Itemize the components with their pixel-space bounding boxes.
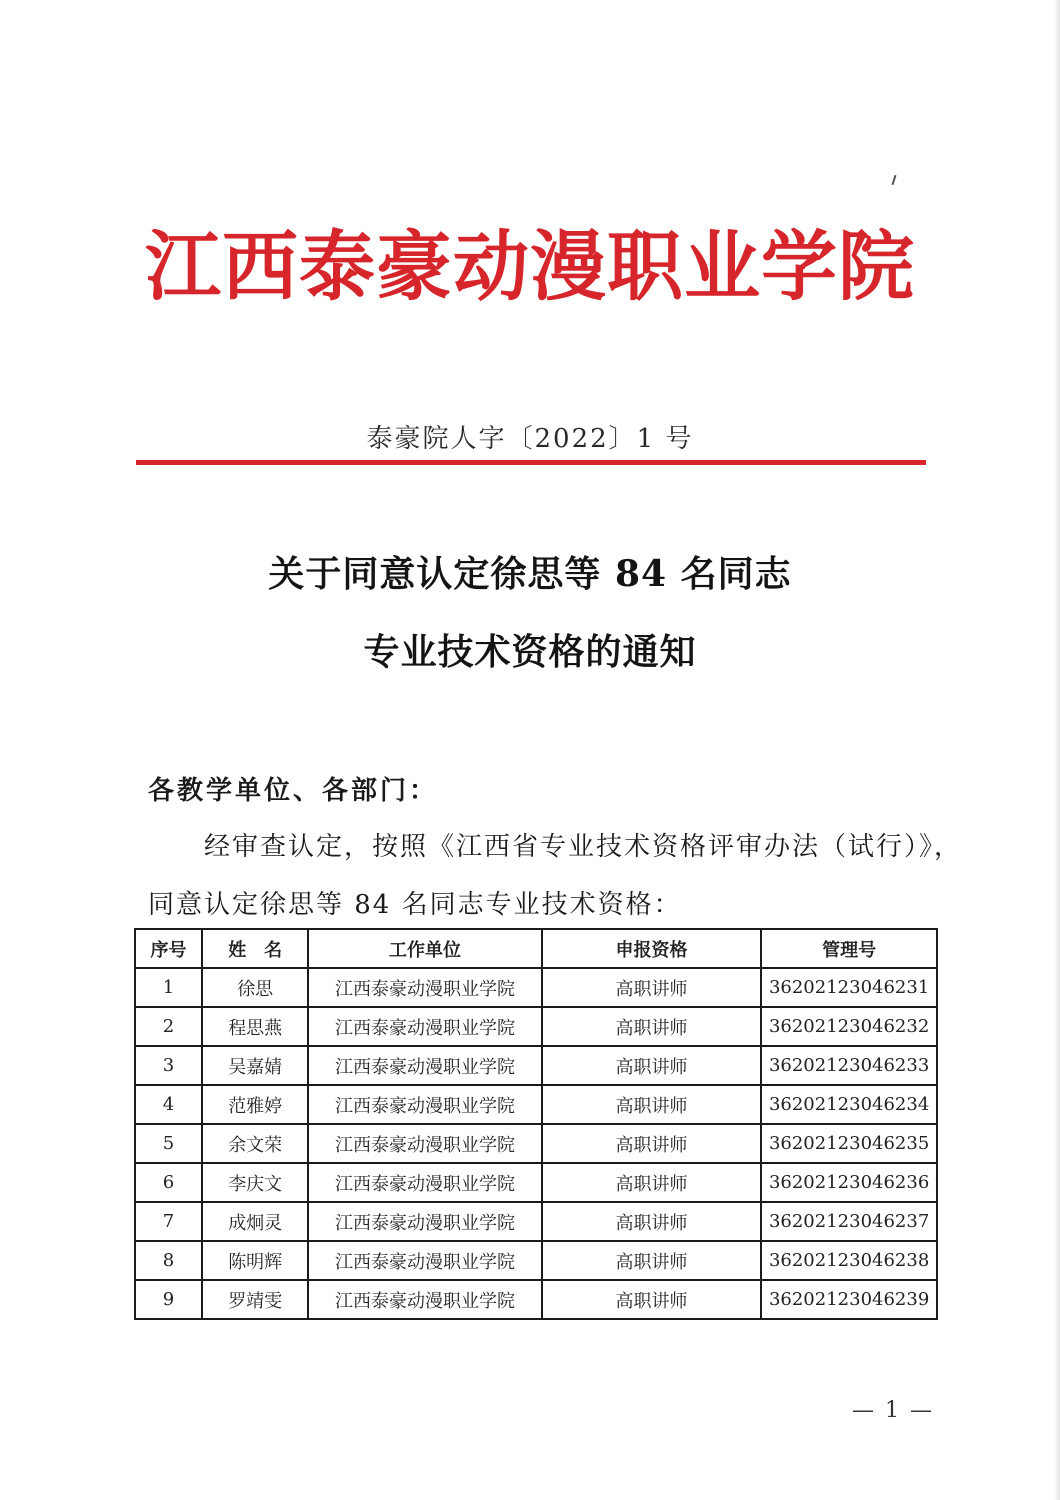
cell-unit: 江西泰豪动漫职业学院: [308, 1124, 541, 1163]
cell-unit: 江西泰豪动漫职业学院: [308, 968, 541, 1007]
cell-name: 范雅婷: [202, 1085, 308, 1124]
header-unit: 工作单位: [308, 929, 541, 968]
table-row: [135, 968, 937, 1007]
table-row: [135, 1202, 937, 1241]
cell-seq: 6: [135, 1163, 202, 1202]
notice-title-line-1: 关于同意认定徐思等 84 名同志: [268, 553, 792, 595]
header-seq: 序号: [135, 929, 202, 968]
cell-qualification: 高职讲师: [542, 1085, 762, 1124]
red-divider: [136, 460, 926, 465]
cell-management-id: 36202123046232: [761, 1007, 937, 1046]
cell-management-id: 36202123046235: [761, 1124, 937, 1163]
cell-unit: 江西泰豪动漫职业学院: [308, 1163, 541, 1202]
cell-management-id: 36202123046238: [761, 1241, 937, 1280]
salutation: 各教学单位、各部门：: [148, 776, 439, 806]
table-row: [135, 1085, 937, 1124]
notice-title-line-2: 专业技术资格的通知: [363, 631, 697, 673]
header-name: 姓 名: [202, 929, 308, 968]
table-row: [135, 1124, 937, 1163]
institution-header: 江西泰豪动漫职业学院: [145, 222, 915, 311]
cell-seq: 4: [135, 1085, 202, 1124]
cell-seq: 3: [135, 1046, 202, 1085]
body-paragraph-2: 同意认定徐思等 84 名同志专业技术资格：: [148, 890, 682, 920]
cell-management-id: 36202123046233: [761, 1046, 937, 1085]
cell-unit: 江西泰豪动漫职业学院: [308, 1241, 541, 1280]
table-header-row: [135, 929, 937, 968]
cell-name: 吴嘉婧: [202, 1046, 308, 1085]
cell-qualification: 高职讲师: [542, 1202, 762, 1241]
body-paragraph-1: 经审查认定，按照《江西省专业技术资格评审办法（试行）》，: [204, 832, 963, 862]
cell-name: 程思燕: [202, 1007, 308, 1046]
cell-name: 成炯灵: [202, 1202, 308, 1241]
cell-unit: 江西泰豪动漫职业学院: [308, 1046, 541, 1085]
header-management-id: 管理号: [761, 929, 937, 968]
cell-management-id: 36202123046234: [761, 1085, 937, 1124]
cell-qualification: 高职讲师: [542, 1046, 762, 1085]
cell-qualification: 高职讲师: [542, 1280, 762, 1319]
cell-qualification: 高职讲师: [542, 1241, 762, 1280]
table-row: [135, 1007, 937, 1046]
scan-speck: [892, 175, 897, 185]
cell-name: 陈明辉: [202, 1241, 308, 1280]
cell-seq: 2: [135, 1007, 202, 1046]
document-number: 泰豪院人字〔2022〕1 号: [366, 424, 694, 454]
qualification-table: [134, 928, 938, 1320]
cell-management-id: 36202123046239: [761, 1280, 937, 1319]
cell-name: 罗靖雯: [202, 1280, 308, 1319]
cell-management-id: 36202123046237: [761, 1202, 937, 1241]
table-row: [135, 1241, 937, 1280]
cell-unit: 江西泰豪动漫职业学院: [308, 1202, 541, 1241]
cell-seq: 8: [135, 1241, 202, 1280]
cell-management-id: 36202123046231: [761, 968, 937, 1007]
header-qualification: 申报资格: [542, 929, 762, 968]
cell-name: 徐思: [202, 968, 308, 1007]
cell-qualification: 高职讲师: [542, 968, 762, 1007]
cell-name: 余文荣: [202, 1124, 308, 1163]
cell-unit: 江西泰豪动漫职业学院: [308, 1085, 541, 1124]
cell-unit: 江西泰豪动漫职业学院: [308, 1280, 541, 1319]
table-row: [135, 1046, 937, 1085]
table-row: [135, 1163, 937, 1202]
cell-seq: 5: [135, 1124, 202, 1163]
cell-name: 李庆文: [202, 1163, 308, 1202]
cell-seq: 1: [135, 968, 202, 1007]
table-row: [135, 1280, 937, 1319]
cell-seq: 7: [135, 1202, 202, 1241]
cell-management-id: 36202123046236: [761, 1163, 937, 1202]
cell-qualification: 高职讲师: [542, 1163, 762, 1202]
cell-qualification: 高职讲师: [542, 1124, 762, 1163]
cell-seq: 9: [135, 1280, 202, 1319]
cell-unit: 江西泰豪动漫职业学院: [308, 1007, 541, 1046]
cell-qualification: 高职讲师: [542, 1007, 762, 1046]
page-number: — 1 —: [852, 1398, 934, 1423]
